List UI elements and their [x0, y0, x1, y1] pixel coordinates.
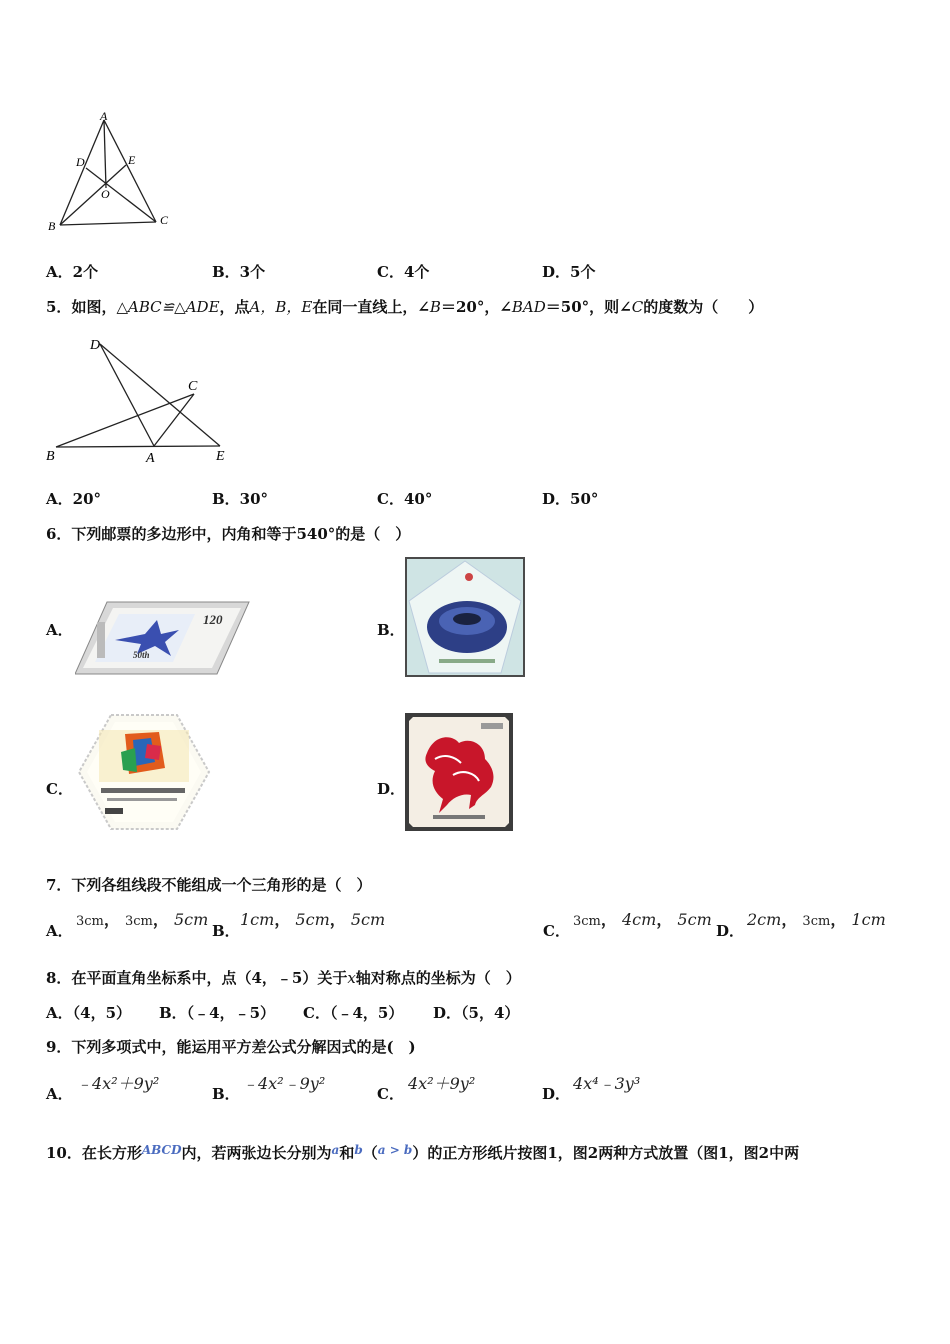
q5-points: A，B，E: [249, 298, 313, 316]
q8-option-d: D．（5，4）: [433, 1004, 520, 1022]
q7-a-3: 5cm: [174, 910, 209, 929]
q7-group-b: [240, 907, 385, 930]
q7-b-sep-2: ，: [329, 910, 346, 929]
q9-formula-a: ﹣4x²＋9y²: [76, 1074, 160, 1093]
q7-label-a: A．: [46, 922, 73, 940]
q5-label-E: E: [216, 449, 225, 464]
q4-option-b: B．3个: [212, 263, 266, 281]
q7-b-2: 5cm: [295, 910, 330, 929]
q7-d-3: 1cm: [851, 910, 886, 929]
q7-c-1: 3cm: [573, 914, 601, 929]
q4-label-D: D: [76, 155, 85, 169]
q4-label-E: E: [128, 153, 136, 167]
q5-angle-bad: BAD: [511, 298, 546, 316]
q7-a-sep-2: ，: [152, 910, 169, 929]
q5-label-A: A: [146, 451, 155, 466]
q8-text-a: 8．在平面直角坐标系中，点（4，﹣5）关于: [46, 969, 348, 987]
q7-c-3: 5cm: [677, 910, 712, 929]
q7-c-sep-2: ，: [656, 910, 673, 929]
q10-text-c: ）的正方形纸片按图1，图2两种方式放置（图1，图2中两: [412, 1144, 800, 1162]
q6-stamp-a: [75, 600, 251, 676]
q8-option-b: B．（﹣4，﹣5）: [159, 1004, 276, 1022]
q6-label-b: B．: [377, 621, 405, 639]
q4-label-C: C: [160, 213, 169, 227]
q5-congruence: △ABC≌△ADE: [116, 298, 220, 316]
q4-label-B: B: [48, 219, 56, 233]
q7-a-sep-1: ，: [103, 910, 120, 929]
q4-option-c: C．4个: [377, 263, 430, 281]
q10-cond: a > b: [377, 1143, 413, 1157]
q6-stamp-b: [405, 557, 525, 677]
q5-text-a: 如图，: [71, 298, 117, 316]
q5-figure: [40, 332, 240, 467]
q7-c-sep-1: ，: [600, 910, 617, 929]
q5-angle-b: B: [429, 298, 441, 316]
q9-formula-c: 4x²＋9y²: [408, 1074, 476, 1093]
q4-label-O: O: [101, 187, 110, 201]
q6-question: 6．下列邮票的多边形中，内角和等于540°的是（ ）: [46, 525, 411, 543]
q7-d-sep-2: ，: [830, 910, 847, 929]
q7-d-1: 2cm: [747, 910, 782, 929]
q10-text-b: 内，若两张边长分别为: [181, 1144, 332, 1162]
q10-text-a: 10．在长方形: [46, 1144, 142, 1162]
q5-option-d: D．50°: [542, 490, 599, 508]
q9-question: 9．下列多项式中，能运用平方差公式分解因式的是( ): [46, 1038, 416, 1056]
q7-b-sep-1: ，: [274, 910, 291, 929]
q7-a-2: 3cm: [125, 914, 153, 929]
q6-label-a: A．: [46, 621, 73, 639]
q5-text-e: ＝50°，则∠: [545, 298, 632, 316]
q7-d-2: 3cm: [802, 914, 831, 929]
q4-option-d: D．5个: [542, 263, 596, 281]
q5-angle-c: C: [631, 298, 644, 316]
q5-text-b: ，点: [219, 298, 250, 316]
q10-b: b: [354, 1143, 363, 1157]
q10-paren: （: [362, 1144, 378, 1162]
q9-formula-d: 4x⁴﹣3y³: [573, 1074, 641, 1093]
q9-formula-b: ﹣4x²﹣9y²: [242, 1074, 326, 1093]
q4-label-A: A: [100, 110, 108, 123]
q4-figure: [44, 110, 184, 240]
q5-label-B: B: [46, 449, 55, 464]
q7-question: 7．下列各组线段不能组成一个三角形的是（ ）: [46, 876, 372, 894]
q5-option-a: A．20°: [46, 490, 102, 508]
q7-group-d: [747, 907, 886, 930]
q6-stamp-c: [75, 712, 211, 832]
q9-label-a: A．: [46, 1085, 73, 1103]
q10-rect: ABCD: [141, 1143, 182, 1157]
q7-label-c: C．: [543, 922, 570, 940]
q9-label-b: B．: [212, 1085, 240, 1103]
q8-option-a: A．（4，5）: [46, 1004, 132, 1022]
q10-a: a: [331, 1143, 340, 1157]
q7-b-1: 1cm: [240, 910, 275, 929]
q7-group-c: [573, 907, 712, 930]
q6-label-c: C．: [46, 780, 73, 798]
q6-label-d: D．: [377, 780, 406, 798]
q10-question: [46, 1142, 799, 1163]
q5-text-d: ＝20°，∠: [440, 298, 512, 316]
q9-label-c: C．: [377, 1085, 404, 1103]
q5-text-c: 在同一直线上，∠: [312, 298, 430, 316]
q6-stamp-a-value: 120: [203, 612, 223, 627]
q7-label-b: B．: [212, 922, 240, 940]
q5-option-b: B．30°: [212, 490, 269, 508]
q8-question: [46, 967, 521, 988]
q8-text-b: 轴对称点的坐标为（ ）: [355, 969, 521, 987]
q6-stamp-a-caption: 50th: [133, 650, 150, 660]
q5-label-D: D: [90, 338, 101, 353]
q6-stamp-d: [405, 713, 513, 831]
q10-and: 和: [339, 1144, 355, 1162]
q5-text-f: 的度数为（ ）: [643, 298, 764, 316]
q5-label-C: C: [188, 379, 198, 394]
q7-b-3: 5cm: [350, 910, 386, 929]
q7-group-a: [76, 907, 208, 930]
q8-axis: x: [347, 969, 356, 987]
q4-option-a: A．2个: [46, 263, 99, 281]
q7-c-2: 4cm: [622, 910, 657, 929]
q5-option-c: C．40°: [377, 490, 433, 508]
q8-option-c: C．（﹣4，5）: [303, 1004, 404, 1022]
q5-question: [46, 296, 763, 317]
q9-label-d: D．: [542, 1085, 571, 1103]
q7-a-1: 3cm: [76, 914, 104, 929]
q5-number: 5．: [46, 298, 72, 316]
q7-label-d: D．: [716, 922, 745, 940]
q7-d-sep-1: ，: [781, 910, 798, 929]
